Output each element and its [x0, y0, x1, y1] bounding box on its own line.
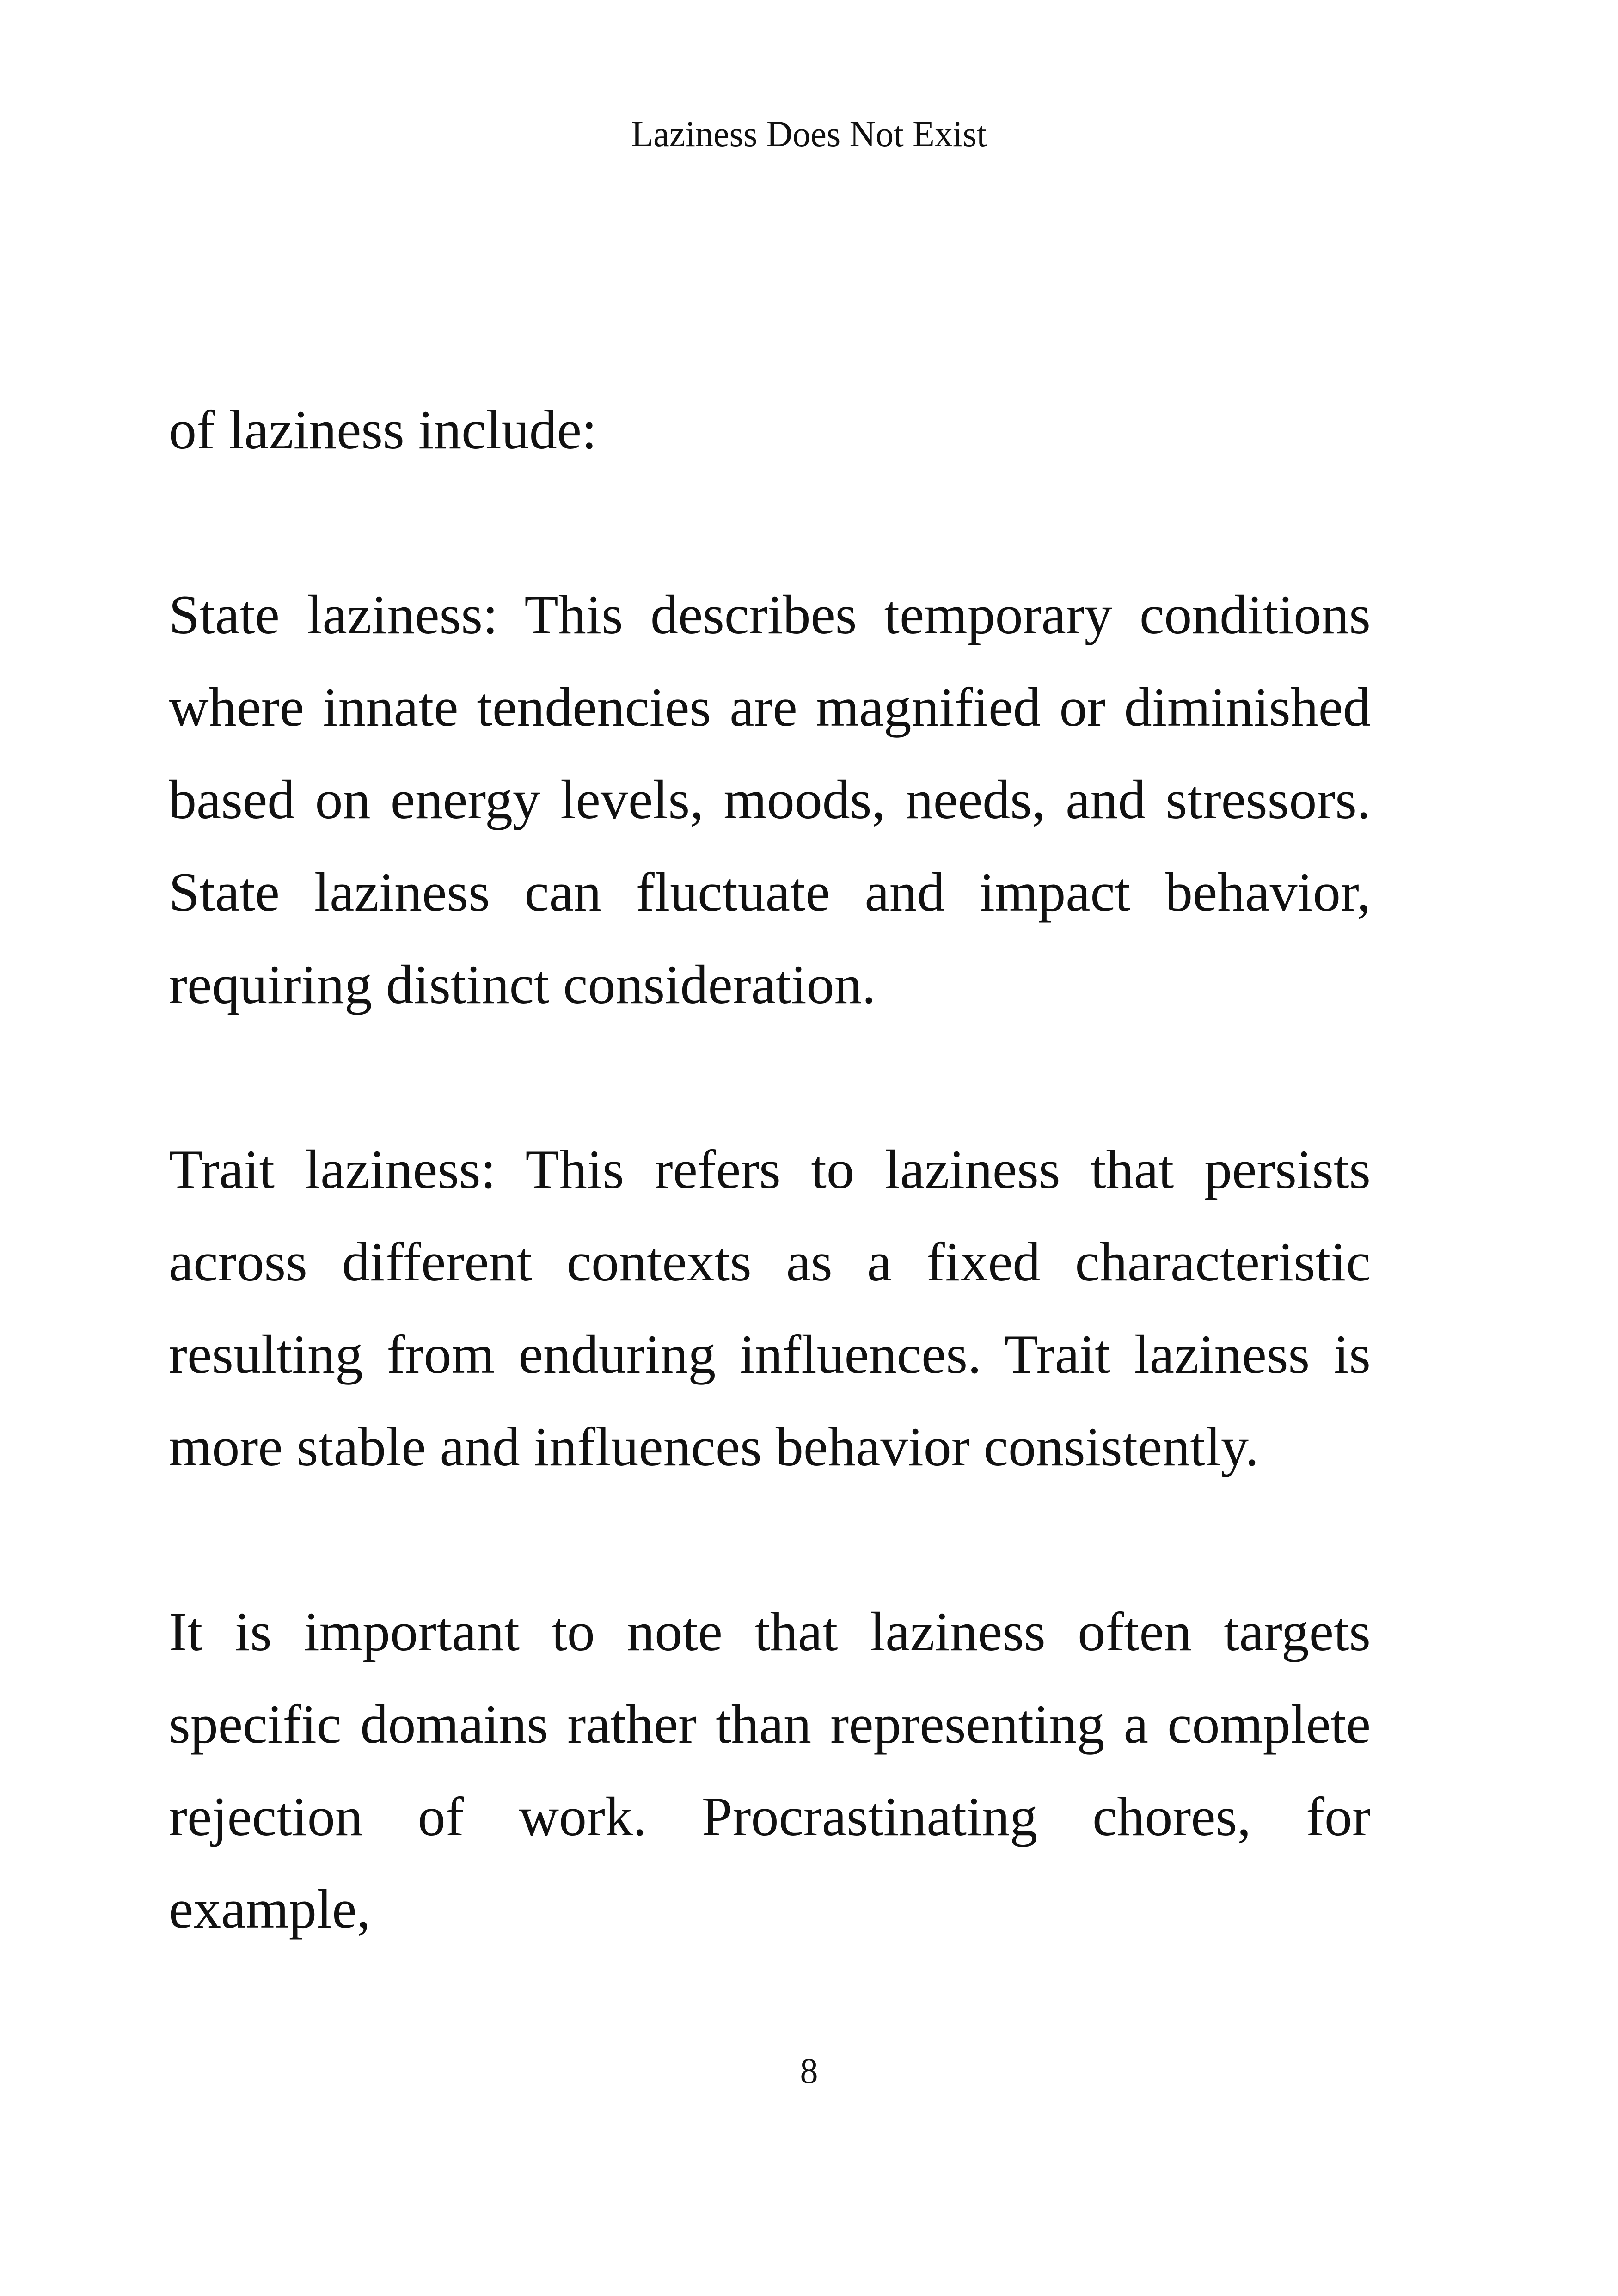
paragraph-continuation: of laziness include: [169, 399, 597, 460]
paragraph-state-laziness: State laziness: This describes temporary conditions where innate tendencies are magnified or diminished based on energy levels, moods, needs, and stressors. State laziness can fluctuate and impact behavior, requiring distinct consideration. [169, 584, 1371, 1015]
body-text [169, 384, 1371, 1955]
paragraph-domain-note: It is important to note that laziness often targets specific domains rather than representing a complete rejection of work. Procrastinating chores, for example, [169, 1601, 1371, 1940]
running-header-title: Laziness Does Not Exist [631, 114, 987, 154]
paragraph-trait-laziness: Trait laziness: This refers to laziness that persists across different contexts as a fixed characteristic resulting from enduring influences. Trait laziness is more stable and influences behavior consistently. [169, 1139, 1371, 1477]
page-number: 8 [800, 2051, 818, 2091]
